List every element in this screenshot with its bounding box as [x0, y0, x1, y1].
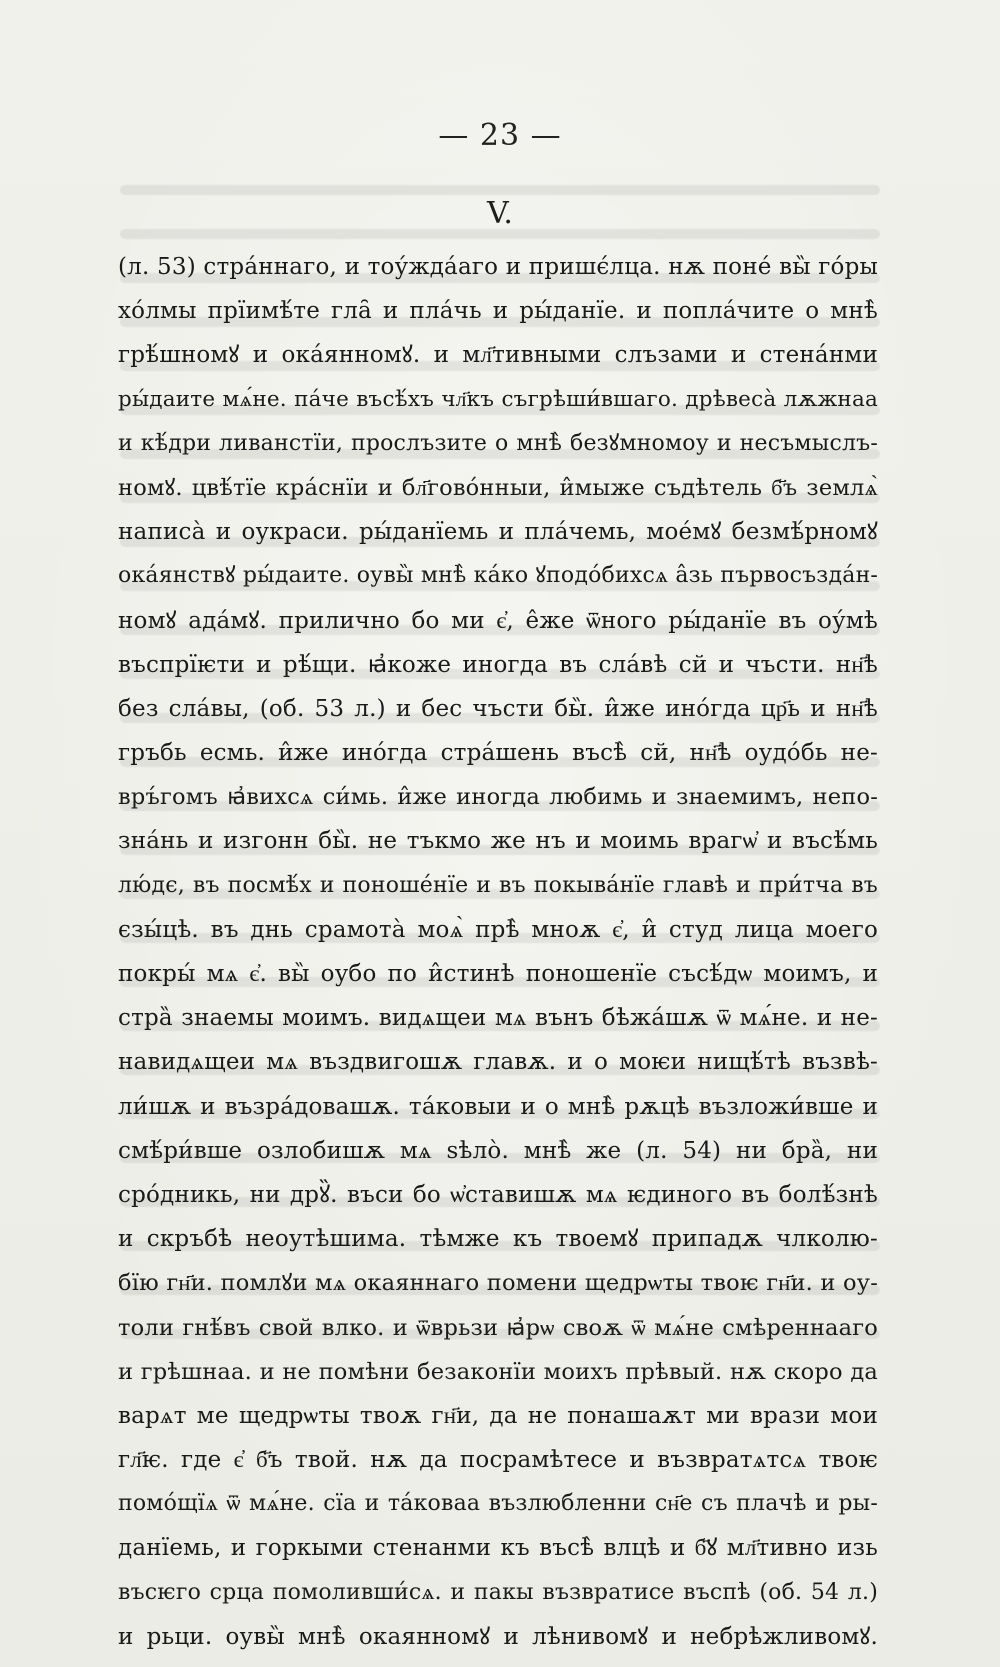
text-line: номꙋ. цвѣ́тїе кра́снїи и бл҃гово́нныи, и̂мыже съдѣтель б҃ъ землѧ̀: [118, 474, 878, 501]
text-line: варѧт ме щедрѡты твоѫ гн҃и, да не понашаѫт ми врази мои: [118, 1402, 878, 1429]
text-line: хо́лмы прїимѣ́те гла̑ и пла́чь и ры́данїе. и попла́чите о мнѣ̀: [118, 298, 878, 325]
text-line: ли́шѫ и възра́довашѫ. та́ковыи и о мнѣ̀ рѫцѣ възложи́вше и: [118, 1093, 878, 1120]
text-line: лю́дє, въ посмѣ́х и поноше́нїе и въ покыва́нїе главѣ и при́тча въ: [118, 872, 878, 898]
text-line: бїю гн҃и. помлꙋи мѧ окаяннаго помени щедрѡты твоѥ гн҃и. и оу-: [118, 1270, 878, 1297]
text-line: номꙋ ада́мꙋ. прилично бо ми є҆, е̂же ѿного ры́данїе въ оу́мѣ: [118, 607, 878, 634]
page-number: — 23 —: [438, 118, 562, 153]
body-text: [118, 245, 878, 1659]
text-line: толи гнѣ́въ свой влко. и ѿврьзи ꙗ҆рѡ своѫ ѿ мѧ́не смѣреннааго: [118, 1314, 878, 1341]
text-line: гръбь есмь. и̂же ино́гда стра́шень въсѣ̀ сй, нн҃ѣ оудо́бь не-: [118, 740, 878, 767]
text-line: и грѣшнаа. и не помѣни безаконїи моихъ прѣвый. нѫ скоро да: [118, 1358, 878, 1385]
text-line: и кѣ́дри ливанстїи, прослъзите о мнѣ̀ безꙋмномоу и несъмыслъ-: [118, 430, 878, 456]
text-line: връ́гомъ ꙗ҆вихсѧ си́мь. и̂же иногда любимь и знаемимъ, непо-: [118, 784, 878, 811]
text-line: зна́нь и изгонн бы̏. не тъкмо же нъ и моимь врагѡ҆ и въсѣ́мь: [118, 828, 878, 855]
text-line: смѣ́ри́вше озлобишѫ мѧ ѕѣло̀. мнѣ̀ же (л. 54) ни бра̏, ни: [118, 1137, 878, 1164]
text-line: покры́ мѧ є҆. вы̏ оубо по и̂стинѣ поношенїе съсѣ́дѡ моимъ, и: [118, 961, 878, 987]
section-heading: V.: [487, 196, 513, 231]
text-line: стра̏ знаемы моимъ. видѧщеи мѧ вънъ бѣжа́шѫ ѿ мѧ́не. и не-: [118, 1005, 878, 1032]
text-line: ока́янствꙋ ры́даите. оувы̏ мнѣ̀ ка́ко ꙋподо́бихсѧ а̂зь първосъзда́н-: [118, 563, 879, 589]
text-line: въсѥго срца помоливши́сѧ. и пакы възвратисе въспѣ (об. 54 л.): [118, 1579, 878, 1605]
text-line: сро́дникь, ни дрꙋ̏. въси бо ѡ҆ставишѫ мѧ ѥдиного въ болѣ́знѣ: [118, 1181, 878, 1208]
text-line: гл҃ѥ. где є҆ б҃ъ твой. нѫ да посрамѣтесе и възвратѧтсѧ твоѥ: [118, 1447, 878, 1474]
text-line: ры́даите мѧ́не. па́че въсѣ́хъ чл҃къ съгрѣши́вшаго. дрѣвеса̀ лѫжнаа: [118, 386, 878, 412]
text-line: въспрїѥти и рѣ́щи. ꙗ҆коже иногда въ сла́вѣ сй и чъсти. нн҃ѣ: [118, 651, 878, 678]
text-line: и скръбѣ неоутѣшима. тѣмже къ твоемꙋ припадѫ члколю-: [118, 1226, 878, 1253]
text-line: (л. 53) стра́ннаго, и тоу́жда́аго и пришє́лца. нѫ поне́ вы̏ го́ры: [118, 254, 878, 280]
text-line: єзы́цѣ. въ днь срамота̀ моѧ̀ прѣ̀ мноѫ є҆, и̂ студ лица моего: [118, 916, 878, 943]
text-line: данїемь, и горкыми стенанми къ въсѣ̀ влцѣ и б҃ꙋ мл҃тивно изь: [118, 1535, 878, 1562]
text-line: и рьци. оувы̏ мнѣ̀ окаянномꙋ и лѣнивомꙋ и небрѣжливомꙋ.: [118, 1623, 878, 1650]
text-line: написа̀ и оукраси. ры́данїемь и пла́чемь, мое́мꙋ безмѣ́рномꙋ: [118, 519, 878, 546]
text-line: без сла́вы, (об. 53 л.) и бес чъсти бы̏. и̂же ино́гда цр҃ь и нн҃ѣ: [118, 695, 878, 722]
text-line: навидѧщеи мѧ въздвигошѫ главѫ. и о моѥи нищѣ́тѣ възвѣ-: [118, 1049, 878, 1076]
text-line: помо́щїѧ ѿ мѧ́не. сїа и та́коваа възлюбленни сн҃е съ плачѣ и ры-: [118, 1491, 878, 1517]
text-line: грѣ́шномꙋ и ока́янномꙋ. и мл҃тивными слъзами и стена́нми: [118, 342, 878, 369]
